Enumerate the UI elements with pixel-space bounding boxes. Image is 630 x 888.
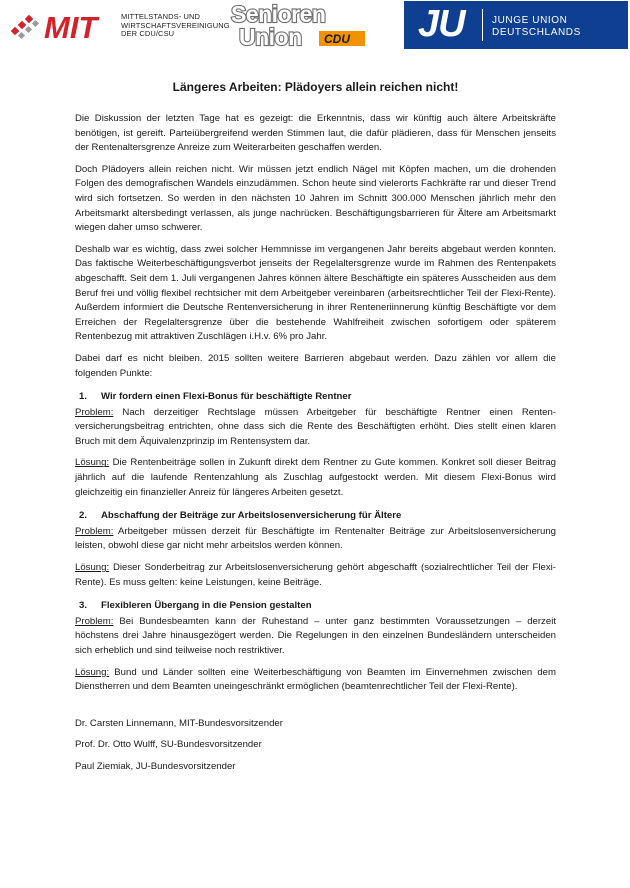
point-heading: 1. Wir fordern einen Flexi-Bonus für beschäftigte Rentner xyxy=(79,391,352,403)
point-heading: 3. Flexibleren Übergang in die Pension gestalten xyxy=(79,600,312,612)
signature-line: Dr. Carsten Linnemann, MIT-Bundesvorsitzender xyxy=(75,717,283,729)
intro-paragraph: Deshalb war es wichtig, dass zwei solcher Hemmnisse im vergangenen Jahr bereits abgebaut werden konnten. Das faktische Weiterbeschäftigungsverbot jenseits der Regelaltersgrenze wurde im Rahmen des Rentenpakets abgeschafft. Seit dem 1. Juli vergangenen Jahres können ältere Beschäftigte ein späteres Ausscheiden aus dem Beruf frei und völlig flexibel rechtsicher mit dem Arbeitgeber vereinbaren (arbeitsrechtlicher Teil der Flexi-Rente). Außerdem informiert die Deutsche Rentenversicherung in ihrer Renteneriinnerung künftig Beschäftigte vor dem Erreichen der Regelaltersgrenze über die bestehende Wahlfreiheit zwischen sofortigem oder späterem Rentenbezug mit attraktiven Zuschlägen i.H.v. 6% pro Jahr. xyxy=(75,243,556,343)
ju-divider xyxy=(482,9,483,41)
signature-block xyxy=(75,717,556,775)
svg-text:Senioren: Senioren xyxy=(231,1,326,27)
intro-paragraph: Dabei darf es nicht bleiben. 2015 sollten weitere Barrieren abgebaut werden. Dazu zählen vor allem die folgenden Punkte: xyxy=(75,352,556,379)
document-body xyxy=(75,80,556,782)
mit-organisation-name: MITTELSTANDS- UND WIRTSCHAFTSVEREINIGUNG DER CDU/CSU xyxy=(121,12,230,39)
solution-paragraph: Lösung: Die Rentenbeiträge sollen in Zukunft direkt dem Rentner zu Gute kommen. Konkret soll dieser Beitrag jährlich auf die laufende Rentenzahlung als Zuschlag aufgestockt werden. Mit diesem Flexi-Bonus wird gleichzeitig ein finanzieller Anreiz für längeres Arbeiten gesetzt. xyxy=(75,457,556,498)
problem-paragraph: Problem: Arbeitgeber müssen derzeit für Beschäftigte im Rentenalter Beiträge zur Arbeitslosenversicherung leisten, obwohl diese gar nicht mehr arbeitslos werden können. xyxy=(75,525,556,552)
ju-mark: JU xyxy=(418,3,465,45)
mit-logo xyxy=(10,8,118,42)
senioren-union-logo xyxy=(229,1,371,49)
intro-paragraph: Doch Plädoyers allein reichen nicht. Wir müssen jetzt endlich Nägel mit Köpfen machen, um die drohenden Folgen des demografischen Wandels einzudämmen. Schon heute sind vielerorts Fachkräfte rar und dieser Trend wird sich fortsetzen. So werden in den nächsten 10 Jahren im Schnitt 300.000 Menschen jährlich mehr den Arbeitsmarkt altersbedingt verlassen, als junge nachrücken. Beschäftigungsbarrieren für Ältere am Arbeitsmarkt wiegen daher umso schwerer. xyxy=(75,163,556,234)
solution-paragraph: Lösung: Bund und Länder sollten eine Weiterbeschäftigung von Beamten im Einvernehmen zwischen dem Dienstherren und dem Beamten uneingeschränkt ermöglichen (beamtenrechtlicher Teil der Flexi-Rente). xyxy=(75,666,556,693)
logo-header xyxy=(0,0,630,52)
point-heading: 2. Abschaffung der Beiträge zur Arbeitslosenversicherung für Ältere xyxy=(79,510,402,522)
ju-organisation-name: JUNGE UNION DEUTSCHLANDS xyxy=(492,15,581,38)
svg-text:MIT: MIT xyxy=(44,10,98,42)
svg-text:Union: Union xyxy=(239,24,302,49)
demand-point-2 xyxy=(75,509,556,590)
intro-paragraph: Die Diskussion der letzten Tage hat es gezeigt: die Erkenntnis, dass wir künftig auch ältere Arbeitskräfte benötigen, ist gereift. Parteiübergreifend werden Stimmen laut, die dafür plädieren, dass für Menschen jenseits der Rentenaltersgrenze Anreize zum Weiterarbeiten geschaffen werden. xyxy=(75,113,556,154)
demand-point-1 xyxy=(75,390,556,500)
svg-text:CDU: CDU xyxy=(324,32,350,46)
junge-union-logo xyxy=(404,1,628,49)
problem-paragraph: Problem: Nach derzeitiger Rechtslage müssen Arbeitgeber für beschäftigte Rentner einen Rentenversicherungsbeitrag entrichten, ohne dass sich die Rente des Beschäftigten erhöht. Dies stellt einen klaren Bruch mit dem Äquivalenzprinzip im Rentensystem dar. xyxy=(75,406,556,447)
problem-paragraph: Problem: Bei Bundesbeamten kann der Ruhestand – unter ganz bestimmten Voraussetzungen – derzeit höchstens drei Jahre hinausgezögert werden. Die Regelungen in den einzelnen Bundesländern unterscheiden sich erheblich und sind teilweise noch restriktiver. xyxy=(75,615,556,656)
signature-line: Paul Ziemiak, JU-Bundesvorsitzender xyxy=(75,760,236,772)
solution-paragraph: Lösung: Dieser Sonderbeitrag zur Arbeitslosenversicherung gehört abgeschafft (sozialrechtlicher Teil der Flexi-Rente). Es muss gelten: keine Leistungen, keine Beiträge. xyxy=(75,562,556,588)
document-title: Längeres Arbeiten: Plädoyers allein reichen nicht! xyxy=(172,80,459,94)
demand-point-3 xyxy=(75,599,556,695)
signature-line: Prof. Dr. Otto Wulff, SU-Bundesvorsitzender xyxy=(75,739,262,751)
